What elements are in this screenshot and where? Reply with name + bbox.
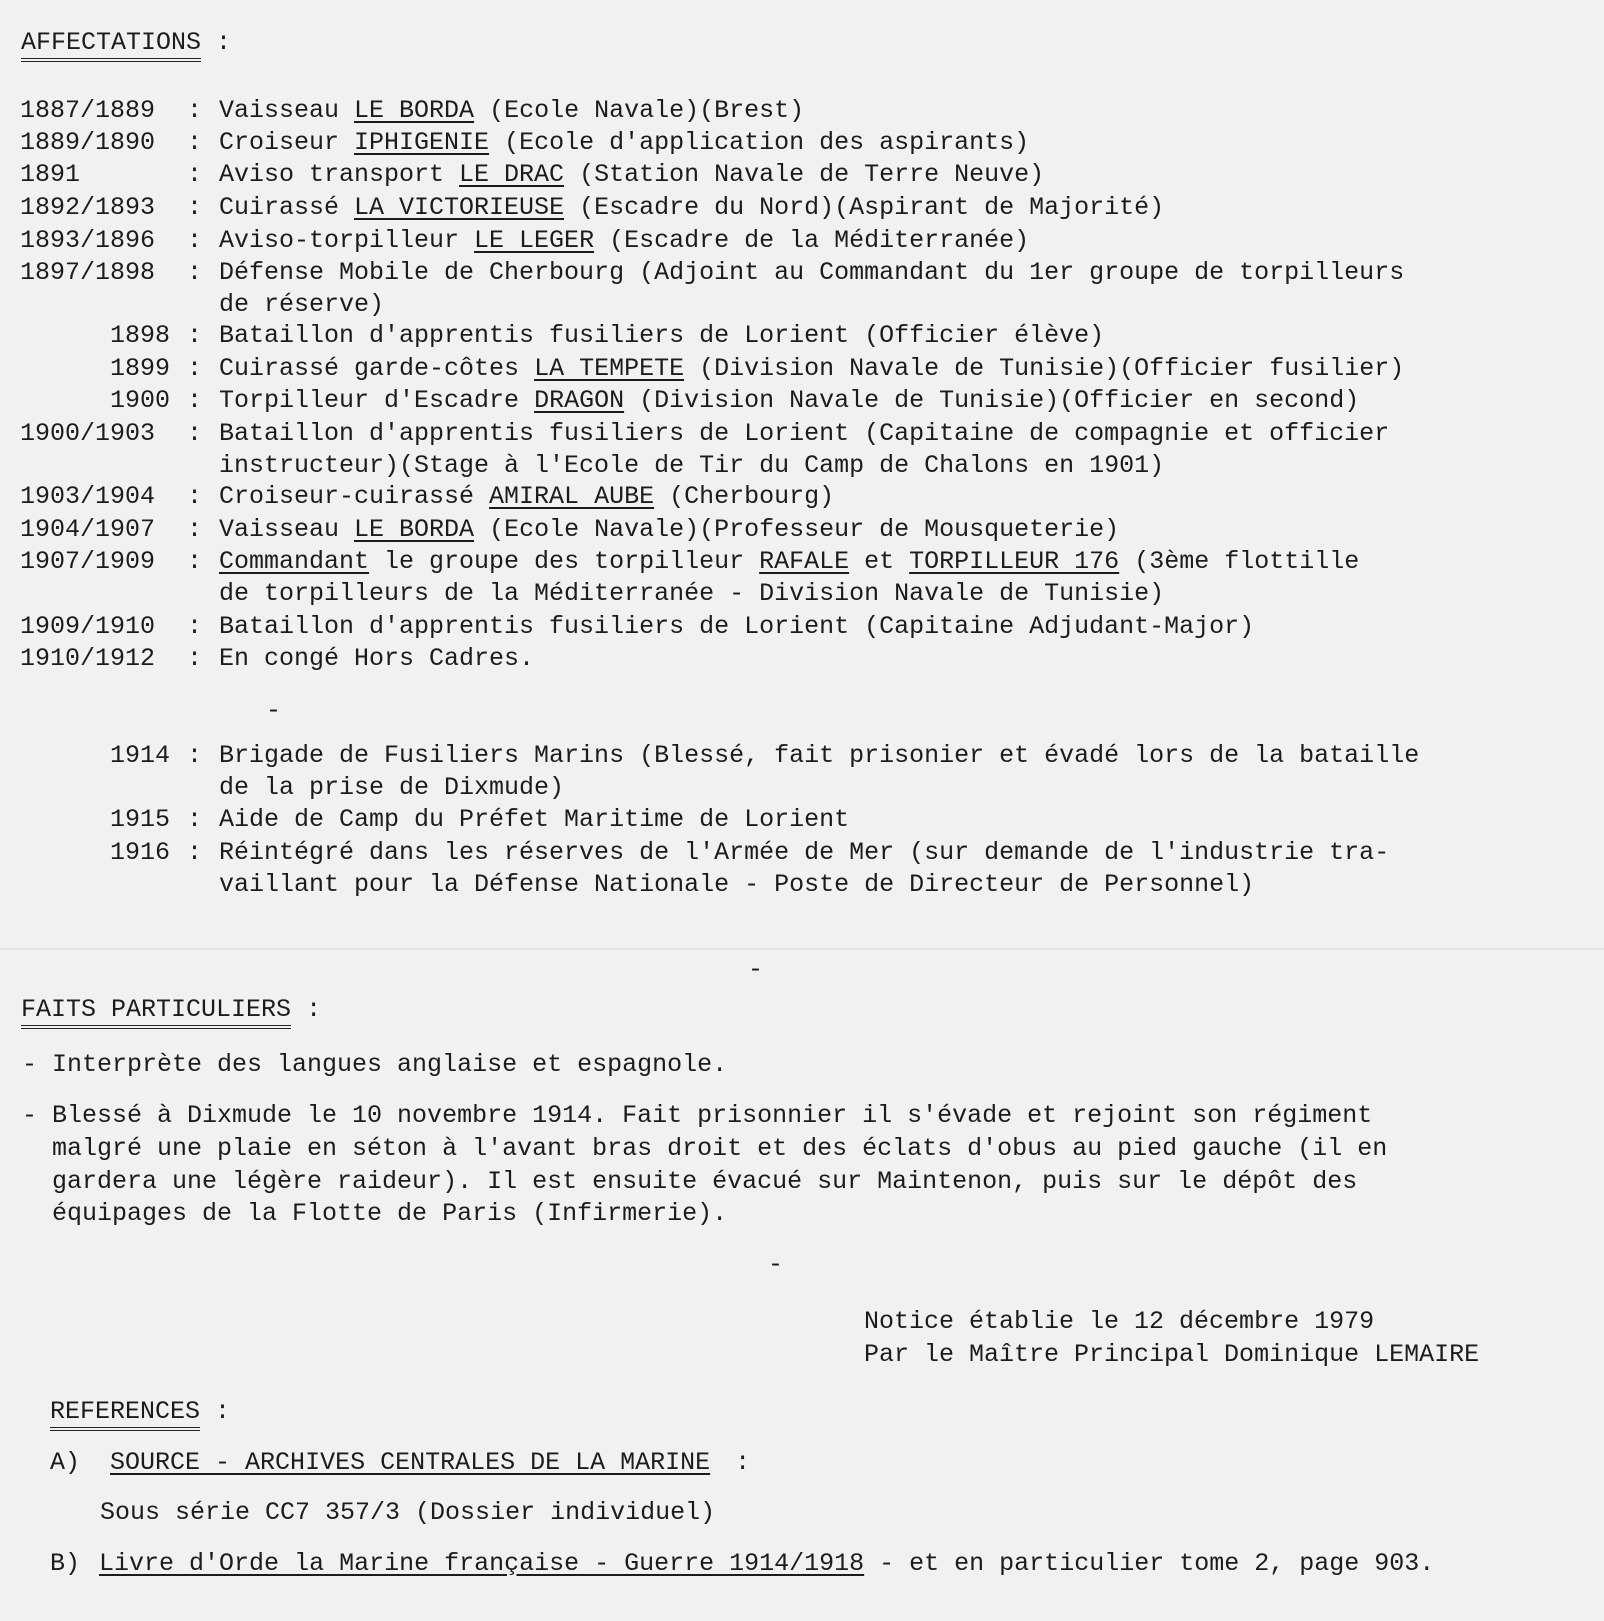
references-colon: : [215,1397,231,1426]
assignment-year: 1889/1890 [20,128,156,157]
assignment-colon: : [187,128,203,157]
assignment-colon: : [187,741,203,770]
fact-text: Interprète des langues anglaise et espagnole. [52,1050,728,1079]
assignment-colon: : [187,612,203,641]
ship-name: TORPILLEUR 176 [909,547,1120,576]
assignment-description-continued: instructeur)(Stage à l'Ecole de Tir du Camp de Chalons en 1901) [219,451,1165,480]
reference-b [50,1549,1434,1578]
assignment-description-continued: de torpilleurs de la Méditerranée - Division Navale de Tunisie) [219,579,1165,608]
assignment-description: Bataillon d'apprentis fusiliers de Lorient (Capitaine de compagnie et officier [219,419,1390,448]
fact-text-line: Blessé à Dixmude le 10 novembre 1914. Fait prisonnier il s'évade et rejoint son régiment [52,1101,1373,1130]
assignment-year: 1891 [20,160,81,189]
assignment-year: 1892/1893 [20,193,156,222]
ship-name: AMIRAL AUBE [489,482,655,511]
assignment-colon: : [187,321,203,350]
ship-name: LE BORDA [354,515,475,544]
reference-a-source: SOURCE - ARCHIVES CENTRALES DE LA MARINE [110,1448,711,1477]
assignment-colon: : [187,419,203,448]
assignment-year: 1899 [109,354,170,383]
references-title: REFERENCES [50,1397,200,1431]
notice-author-line: Par le Maître Principal Dominique LEMAIRE [864,1340,1480,1369]
assignment-description: Torpilleur d'Escadre DRAGON (Division Navale de Tunisie)(Officier en second) [219,386,1360,415]
assignment-description: Bataillon d'apprentis fusiliers de Lorient (Officier élève) [219,321,1105,350]
ship-name: LE BORDA [354,96,475,125]
assignment-year: 1887/1889 [20,96,156,125]
assignment-description: Vaisseau LE BORDA (Ecole Navale)(Brest) [219,96,805,125]
bullet-dash: - [22,1101,38,1130]
assignment-colon: : [187,96,203,125]
assignment-colon: : [187,838,203,867]
assignment-colon: : [187,805,203,834]
reference-a-label: A) [50,1448,81,1477]
assignment-year: 1907/1909 [20,547,156,576]
assignment-colon: : [187,515,203,544]
assignment-description: Aviso transport LE DRAC (Station Navale de Terre Neuve) [219,160,1045,189]
ship-name: LA VICTORIEUSE [354,193,565,222]
assignment-year: 1915 [109,805,170,834]
assignment-year: 1909/1910 [20,612,156,641]
paper-fold-line [0,948,1604,950]
assignment-colon: : [187,482,203,511]
ship-name: LA TEMPETE [534,354,685,383]
assignment-description: Défense Mobile de Cherbourg (Adjoint au Commandant du 1er groupe de torpilleurs [219,258,1405,287]
assignment-year: 1904/1907 [20,515,156,544]
assignment-year: 1893/1896 [20,226,156,255]
affectations-title: AFFECTATIONS [21,28,201,62]
affectations-colon: : [216,28,232,57]
fact-text-line: malgré une plaie en séton à l'avant bras droit et des éclats d'obus au pied gauche (il en [52,1134,1388,1163]
ship-name: IPHIGENIE [354,128,490,157]
fact-text-line: équipages de la Flotte de Paris (Infirmerie). [52,1199,728,1228]
assignment-description: Aide de Camp du Préfet Maritime de Lorient [219,805,850,834]
section-separator: - [266,696,282,725]
reference-a-colon: : [735,1448,751,1477]
ship-name: LE DRAC [459,160,565,189]
bullet-dash: - [22,1050,38,1079]
assignment-description: Croiseur IPHIGENIE (Ecole d'application des aspirants) [219,128,1030,157]
assignment-description-continued: de réserve) [219,290,385,319]
assignment-description: En congé Hors Cadres. [219,644,535,673]
assignment-description: Croiseur-cuirassé AMIRAL AUBE (Cherbourg) [219,482,835,511]
reference-b-rest: - et en particulier tome 2, page 903. [864,1549,1435,1578]
assignment-year: 1900/1903 [20,419,156,448]
affectations-heading [21,28,231,57]
reference-b-label: B) [50,1549,81,1578]
assignment-colon: : [187,644,203,673]
assignment-colon: : [187,193,203,222]
references-heading [50,1397,230,1426]
notice-date-line: Notice établie le 12 décembre 1979 [864,1307,1375,1336]
assignment-year: 1897/1898 [20,258,156,287]
assignment-year: 1910/1912 [20,644,156,673]
ship-name: DRAGON [534,386,625,415]
fact-text-line: gardera une légère raideur). Il est ensuite évacué sur Maintenon, puis sur le dépôt des [52,1167,1358,1196]
assignment-description-continued: vaillant pour la Défense Nationale - Poste de Directeur de Personnel) [219,870,1255,899]
assignment-colon: : [187,386,203,415]
assignment-description: Bataillon d'apprentis fusiliers de Lorient (Capitaine Adjudant-Major) [219,612,1255,641]
assignment-colon: : [187,160,203,189]
assignment-description: Aviso-torpilleur LE LEGER (Escadre de la Méditerranée) [219,226,1030,255]
role-label: Commandant [219,547,370,576]
assignment-description: Cuirassé garde-côtes LA TEMPETE (Division Navale de Tunisie)(Officier fusilier) [219,354,1405,383]
assignment-description: Brigade de Fusiliers Marins (Blessé, fait prisonier et évadé lors de la bataille [219,741,1420,770]
assignment-year: 1903/1904 [20,482,156,511]
assignment-year: 1914 [109,741,170,770]
assignment-description: Vaisseau LE BORDA (Ecole Navale)(Professeur de Mousqueterie) [219,515,1120,544]
reference-b-title: Livre d'Orde la Marine française - Guerre 1914/1918 [99,1549,865,1578]
assignment-year: 1898 [109,321,170,350]
ship-name: RAFALE [759,547,850,576]
assignment-description: Cuirassé LA VICTORIEUSE (Escadre du Nord)(Aspirant de Majorité) [219,193,1165,222]
section-separator: - [748,955,764,984]
assignment-colon: : [187,226,203,255]
assignment-colon: : [187,258,203,287]
reference-a-detail: Sous série CC7 357/3 (Dossier individuel) [100,1498,716,1527]
assignment-description: Réintégré dans les réserves de l'Armée de Mer (sur demande de l'industrie tra- [219,838,1390,867]
assignment-year: 1900 [109,386,170,415]
section-separator: - [768,1250,784,1279]
assignment-colon: : [187,354,203,383]
faits-title: FAITS PARTICULIERS [21,995,291,1029]
assignment-year: 1916 [109,838,170,867]
assignment-description: Commandant le groupe des torpilleur RAFALE et TORPILLEUR 176 (3ème flottille [219,547,1360,576]
assignment-description-continued: de la prise de Dixmude) [219,773,565,802]
faits-heading [21,995,321,1024]
reference-a [50,1448,750,1477]
assignment-colon: : [187,547,203,576]
ship-name: LE LEGER [474,226,595,255]
faits-colon: : [306,995,322,1024]
